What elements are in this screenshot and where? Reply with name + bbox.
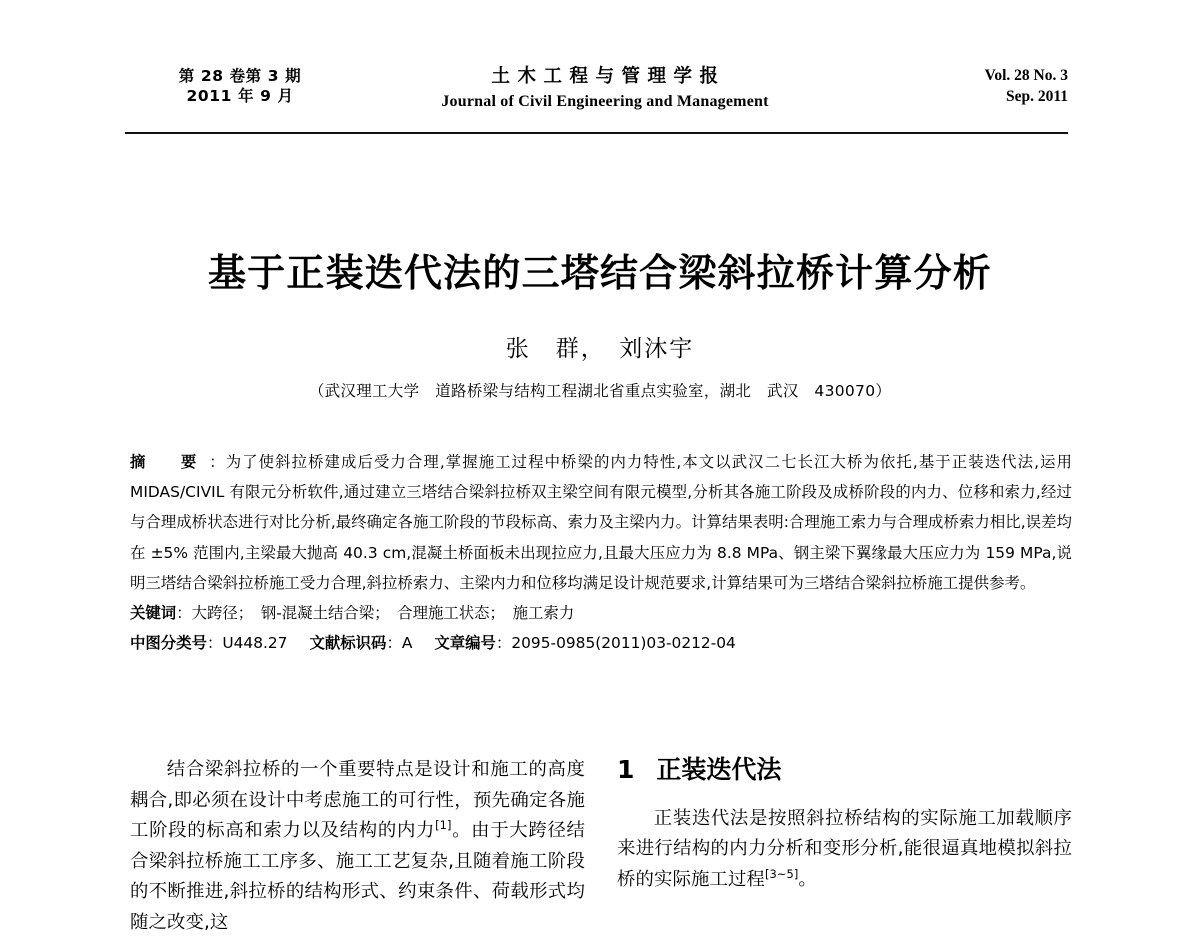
masthead-divider-rule (125, 132, 1068, 134)
page-masthead (125, 66, 1068, 128)
abstract-block (130, 447, 1072, 658)
section-title: 正装迭代法 (656, 755, 782, 784)
body-paragraph (130, 755, 585, 939)
classification-line (130, 628, 1072, 658)
abstract-separator: ： (209, 453, 226, 471)
clc-label: 中图分类号 (130, 634, 207, 653)
keywords-value: 大跨径； 钢-混凝土结合梁； 合理施工状态； 施工索力 (191, 604, 575, 623)
author-affiliation: （武汉理工大学 道路桥梁与结构工程湖北省重点实验室，湖北 武汉 430070） (308, 382, 892, 400)
keywords-label: 关键词 (130, 604, 177, 623)
publication-date-en: Sep. 2011 (1005, 87, 1068, 105)
masthead-right (888, 66, 1068, 108)
body-column-right (617, 755, 1072, 952)
clc-value: ：U448.27 (206, 634, 288, 653)
body-paragraph (617, 804, 1072, 896)
article-authors: 张 群， 刘沐宇 (505, 336, 695, 362)
volume-issue-en: Vol. 28 No. 3 (984, 67, 1068, 84)
masthead-left (125, 66, 355, 107)
section-number: 1 (617, 755, 635, 784)
paragraph-text-before-ref: 正装迭代法是按照斜拉桥结构的实际施工加载顺序来进行结构的内力分析和变形分析,能很逼真地模拟斜拉桥的实际施工过程 (617, 807, 1072, 890)
paragraph-text-before-ref: 结合梁斜拉桥的一个重要特点是设计和施工的高度耦合,即必须在设计中考虑施工的可行性，预先确定各施工阶段的标高和索力以及结构的内力 (130, 759, 585, 842)
document-code-value: ：A (386, 634, 413, 653)
abstract-paragraph (130, 447, 1072, 598)
paragraph-text-after-ref: 。 (798, 868, 817, 890)
body-columns (130, 755, 1072, 952)
reference-citation: [3~5] (764, 866, 799, 881)
article-title: 基于正装迭代法的三塔结合梁斜拉桥计算分析 (207, 251, 992, 296)
journal-title-cn: 土木工程与管理学报 (491, 66, 726, 87)
masthead-center (405, 65, 805, 112)
reference-citation: [1] (435, 818, 452, 833)
keywords-line (130, 598, 1072, 628)
publication-date-cn: 2011 年 9 月 (186, 87, 294, 106)
article-id-label: 文章编号 (434, 634, 496, 653)
journal-title-en: Journal of Civil Engineering and Management (441, 92, 769, 110)
body-column-left (130, 755, 585, 952)
keywords-separator: ： (176, 604, 192, 623)
abstract-text: 为了使斜拉桥建成后受力合理,掌握施工过程中桥梁的内力特性,本文以武汉二七长江大桥为依托,基于正装迭代法,运用 MIDAS/CIVIL 有限元分析软件,通过建立三塔结合梁斜拉桥双主梁空间有限元模型,分析其各施工阶段及成桥阶段的内力、位移和索力,经过与合理成桥状态进行对比分析,最终确定各施工阶段的节段标高、索力及主梁内力。计算结果表明:合理施工索力与合理成桥索力相比,误差均在 ±5% 范围内,主梁最大抛高 40.3 cm,混凝土桥面板未出现拉应力,且最大压应力为 8.8 MPa、钢主梁下翼缘最大压应力为 159 MPa,说明三塔结合梁斜拉桥施工受力合理,斜拉桥索力、主梁内力和位移均满足设计规范要求,计算结果可为三塔结合梁斜拉桥施工提供参考。 (130, 453, 1072, 592)
document-code-label: 文献标识码 (309, 634, 387, 653)
section-heading-1 (617, 755, 1072, 786)
volume-issue-cn: 第 28 卷第 3 期 (178, 67, 302, 85)
abstract-label: 摘 要 (130, 453, 207, 471)
paragraph-text-after-ref: 。由于大跨径结合梁斜拉桥施工工序多、施工工艺复杂,且随着施工阶段的不断推进,斜拉桥的结构形式、约束条件、荷载形式均随之改变,这 (130, 820, 585, 933)
article-id-value: ：2095-0985(2011)03-0212-04 (495, 634, 736, 653)
